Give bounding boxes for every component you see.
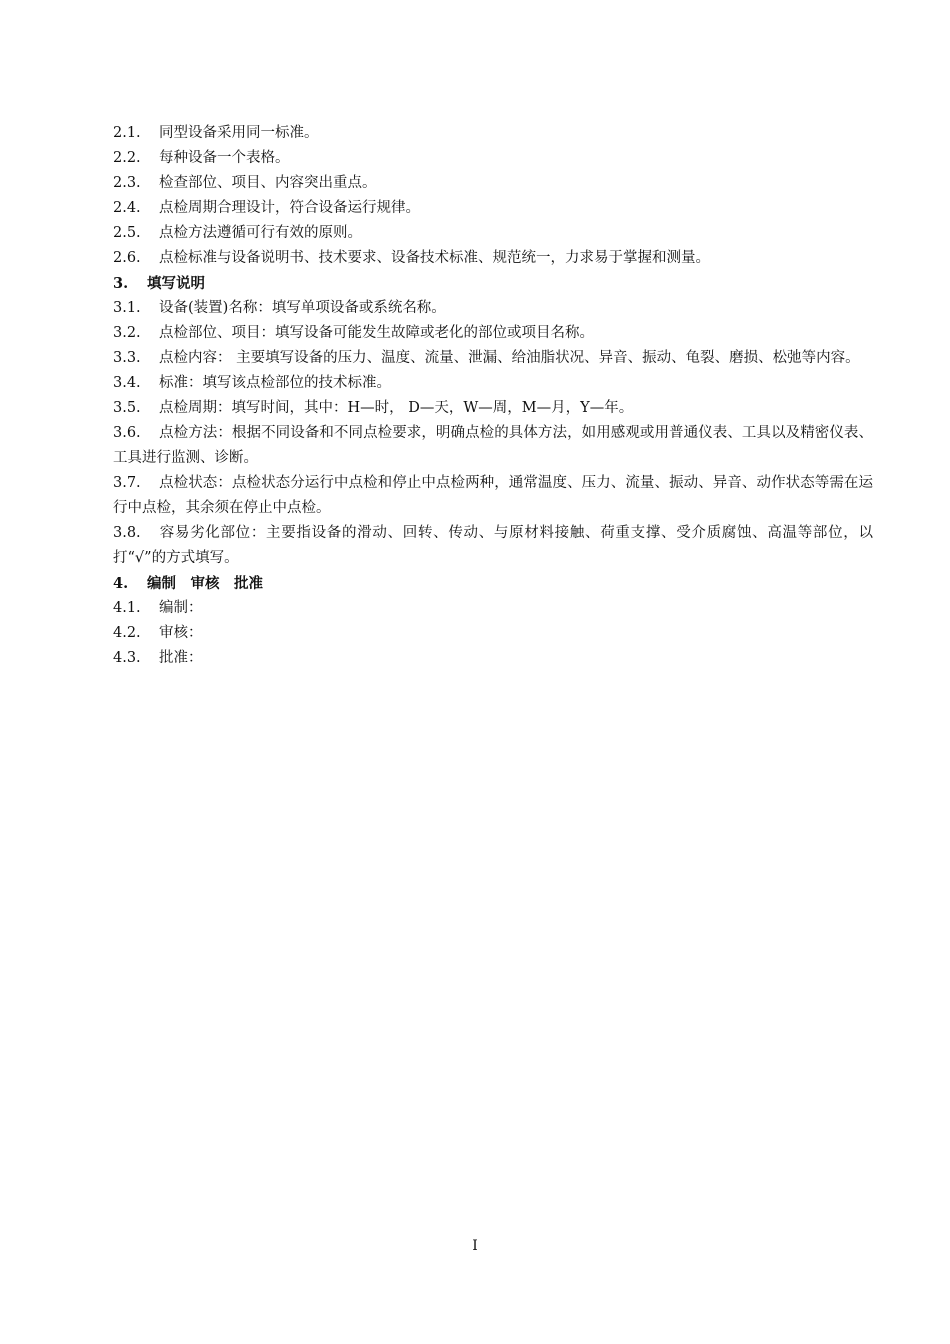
heading-text: 编制 审核 批准 <box>147 575 263 592</box>
list-item <box>113 521 873 571</box>
item-text: 每种设备一个表格。 <box>159 150 290 166</box>
item-text: 编制： <box>159 600 203 616</box>
item-text: 点检部位、项目：填写设备可能发生故障或老化的部位或项目名称。 <box>159 325 594 341</box>
list-item <box>113 421 873 471</box>
item-text: 点检内容： 主要填写设备的压力、温度、流量、泄漏、给油脂状况、异音、振动、龟裂、磨损、松弛等内容。 <box>159 350 860 366</box>
item-text: 点检周期：填写时间，其中：H—时， D—天，W—周，M—月，Y—年。 <box>159 400 634 416</box>
heading-number: 4. <box>113 575 129 592</box>
list-item <box>113 396 873 421</box>
item-text: 检查部位、项目、内容突出重点。 <box>159 175 377 191</box>
item-number: 4.1. <box>113 600 141 616</box>
item-number: 3.5. <box>113 400 141 416</box>
list-item <box>113 596 873 621</box>
heading-number: 3. <box>113 275 129 292</box>
list-item <box>113 471 873 521</box>
item-number: 3.2. <box>113 325 141 341</box>
item-number: 4.2. <box>113 625 141 641</box>
section-heading <box>113 571 873 596</box>
item-number: 2.2. <box>113 150 141 166</box>
list-item <box>113 321 873 346</box>
item-text: 批准： <box>159 650 203 666</box>
item-text: 点检周期合理设计，符合设备运行规律。 <box>159 200 420 216</box>
item-number: 2.5. <box>113 225 141 241</box>
page-number: I <box>472 1238 478 1254</box>
list-item <box>113 646 873 671</box>
item-number: 4.3. <box>113 650 141 666</box>
item-text: 审核： <box>159 625 203 641</box>
list-item <box>113 296 873 321</box>
list-item <box>113 171 873 196</box>
item-number: 3.7. <box>113 475 141 491</box>
list-item <box>113 371 873 396</box>
item-number: 3.3. <box>113 350 141 366</box>
item-number: 3.1. <box>113 300 141 316</box>
item-text: 点检方法：根据不同设备和不同点检要求，明确点检的具体方法，如用感观或用普通仪表、工具以及精密仪表、工具进行监测、诊断。 <box>113 425 873 466</box>
item-number: 3.8. <box>113 525 141 541</box>
list-item <box>113 221 873 246</box>
list-item <box>113 196 873 221</box>
document-body <box>113 121 873 671</box>
item-text: 标准：填写该点检部位的技术标准。 <box>159 375 391 391</box>
item-text: 点检方法遵循可行有效的原则。 <box>159 225 362 241</box>
list-item <box>113 246 873 271</box>
list-item <box>113 146 873 171</box>
list-item <box>113 621 873 646</box>
item-text: 设备(装置)名称：填写单项设备或系统名称。 <box>159 300 446 316</box>
item-text: 点检状态：点检状态分运行中点检和停止中点检两种，通常温度、压力、流量、振动、异音、动作状态等需在运行中点检，其余须在停止中点检。 <box>113 475 873 516</box>
item-text: 容易劣化部位：主要指设备的滑动、回转、传动、与原材料接触、荷重支撑、受介质腐蚀、高温等部位，以打“√”的方式填写。 <box>113 525 873 566</box>
item-text: 点检标准与设备说明书、技术要求、设备技术标准、规范统一，力求易于掌握和测量。 <box>159 250 710 266</box>
item-text: 同型设备采用同一标准。 <box>159 125 319 141</box>
item-number: 3.4. <box>113 375 141 391</box>
heading-text: 填写说明 <box>147 275 205 292</box>
list-item <box>113 346 873 371</box>
item-number: 2.6. <box>113 250 141 266</box>
item-number: 2.4. <box>113 200 141 216</box>
item-number: 2.1. <box>113 125 141 141</box>
section-heading <box>113 271 873 296</box>
item-number: 2.3. <box>113 175 141 191</box>
list-item <box>113 121 873 146</box>
item-number: 3.6. <box>113 425 141 441</box>
